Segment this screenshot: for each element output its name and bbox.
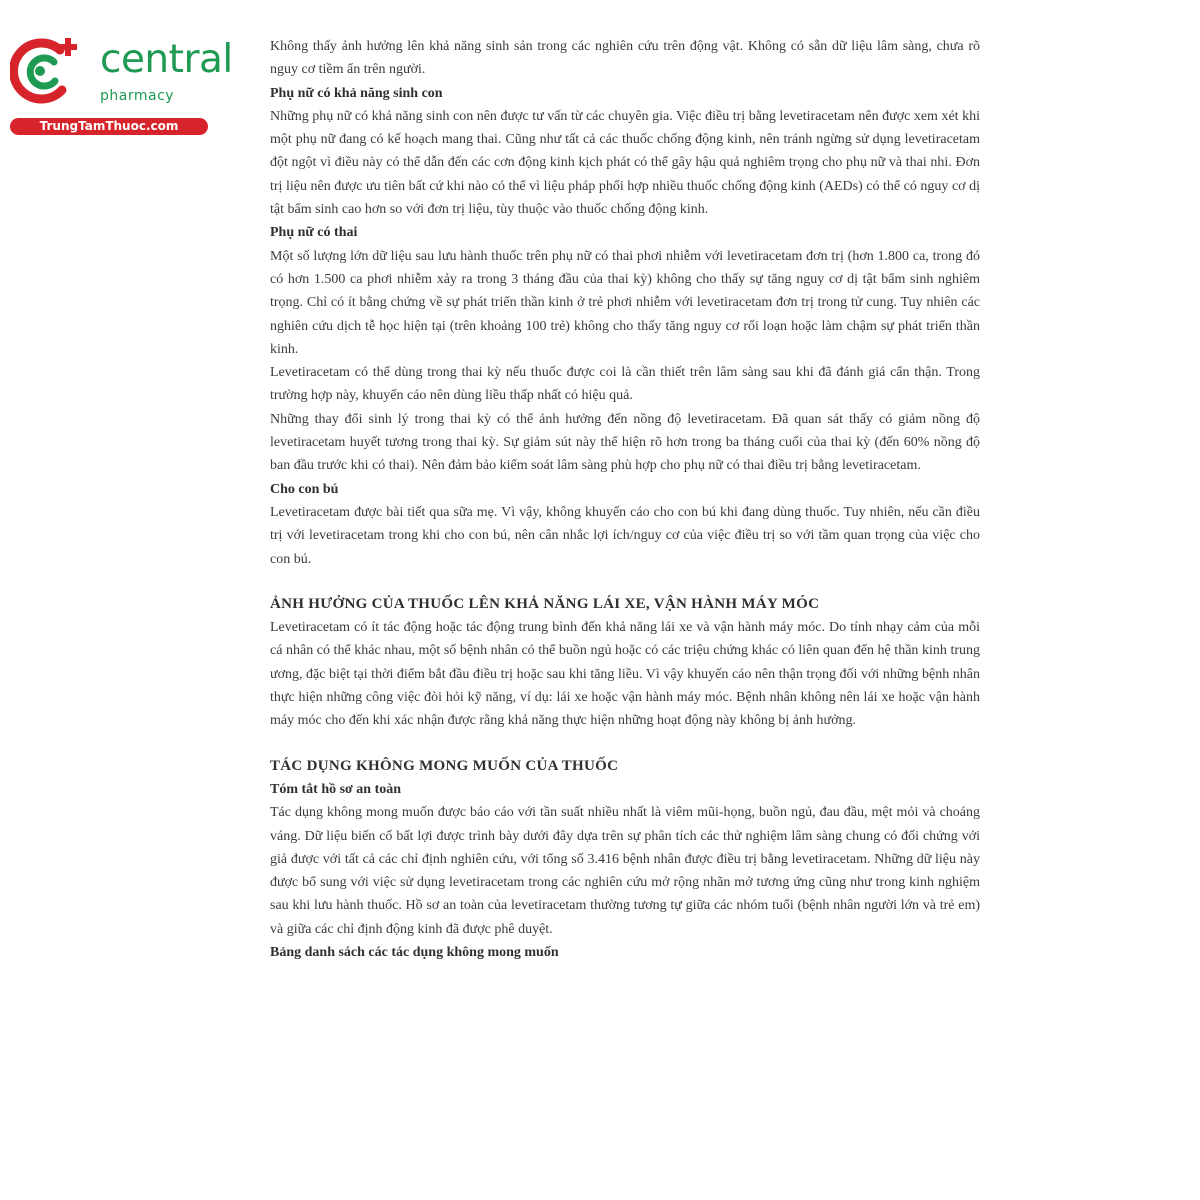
heading-pregnant-women: Phụ nữ có thai [270,225,358,241]
heading-driving-section: ẢNH HƯỞNG CỦA THUỐC LÊN KHẢ NĂNG LÁI XE, VẬN HÀNH MÁY MÓC [270,595,820,612]
paragraph-pregnant-2: Levetiracetam có thể dùng trong thai kỳ nếu thuốc được coi là cần thiết trên lâm sàng sau khi đã đánh giá cẩn thận. Trong trường hợp này, khuyến cáo nên dùng liều thấp nhất có hiệu quả. [270,365,980,404]
central-pharmacy-logo-icon [10,36,80,106]
brand-name: central [100,37,233,82]
heading-breastfeeding: Cho con bú [270,481,339,497]
brand-logo [10,36,233,136]
paragraph-pregnant-3: Những thay đổi sinh lý trong thai kỳ có thể ảnh hưởng đến nồng độ levetiracetam. Đã quan sát thấy có giảm nồng độ levetiracetam huyết tương trong thai kỳ. Sự giảm sút này thể hiện rõ hơn trong ba tháng cuối của thai kỳ (đến 60% nồng độ ban đầu trước khi có thai). Nên đảm bảo kiểm soát lâm sàng phù hợp cho phụ nữ có thai điều trị bằng levetiracetam. [270,411,980,474]
paragraph-pregnant-1: Một số lượng lớn dữ liệu sau lưu hành thuốc trên phụ nữ có thai phơi nhiễm với levetiracetam đơn trị (hơn 1.800 ca, trong đó có hơn 1.500 ca phơi nhiễm xảy ra trong 3 tháng đầu của thai kỳ) không cho thấy sự tăng nguy cơ dị tật bẩm sinh nghiêm trọng. Chỉ có ít bằng chứng về sự phát triển thần kinh ở trẻ phơi nhiễm với levetiracetam đơn trị trong tử cung. Tuy nhiên các nghiên cứu dịch tễ học hiện tại (trên khoảng 100 trẻ) không cho thấy tăng nguy cơ rối loạn hoặc làm chậm sự phát triển thần kinh. [270,248,980,357]
paragraph-intro: Không thấy ảnh hưởng lên khả năng sinh sản trong các nghiên cứu trên động vật. Không có sẵn dữ liệu lâm sàng, chưa rõ nguy cơ tiềm ẩn trên người. [270,39,980,78]
heading-adverse-effects-table: Bảng danh sách các tác dụng không mong muốn [270,944,559,960]
paragraph-breastfeeding: Levetiracetam được bài tiết qua sữa mẹ. Vì vậy, không khuyến cáo cho con bú khi đang dùng thuốc. Tuy nhiên, nếu cần điều trị với levetiracetam trong khi cho con bú, nên cân nhắc lợi ích/nguy cơ của việc điều trị so với tầm quan trọng của việc cho con bú. [270,504,980,567]
heading-side-effects-section: TÁC DỤNG KHÔNG MONG MUỐN CỦA THUỐC [270,757,619,774]
section-spacer [270,571,980,593]
paragraph-women-childbearing: Những phụ nữ có khả năng sinh con nên được tư vấn từ các chuyên gia. Việc điều trị bằng levetiracetam nên được xem xét khi một phụ nữ đang có kế hoạch mang thai. Cũng như tất cả các thuốc chống động kinh, nên tránh ngừng sử dụng levetiracetam đột ngột vì điều này có thể dẫn đến các cơn động kinh kịch phát có thể gây hậu quả nghiêm trọng cho phụ nữ và thai nhi. Đơn trị liệu nên được ưu tiên bất cứ khi nào có thể vì liệu pháp phối hợp nhiều thuốc chống động kinh (AEDs) có thể có nguy cơ dị tật bẩm sinh cao hơn so với đơn trị liệu, tùy thuộc vào thuốc chống động kinh. [270,108,980,218]
heading-women-childbearing: Phụ nữ có khả năng sinh con [270,85,443,101]
brand-subtitle: pharmacy [100,88,175,104]
paragraph-driving: Levetiracetam có ít tác động hoặc tác động trung bình đến khả năng lái xe và vận hành máy móc. Do tính nhạy cảm của mỗi cá nhân có thể khác nhau, một số bệnh nhân có thể buồn ngủ hoặc có các triệu chứng khác có liên quan đến hệ thần kinh trung ương, đặc biệt tại thời điểm bắt đầu điều trị hoặc sau khi tăng liều. Vì vậy khuyến cáo nên thận trọng đối với những bệnh nhân thực hiện những công việc đòi hỏi kỹ năng, ví dụ: lái xe hoặc vận hành máy móc. Bệnh nhân không nên lái xe hoặc vận hành máy móc cho đến khi xác nhận được rằng khả năng thực hiện những hoạt động này không bị ảnh hưởng. [270,620,980,729]
document-body [270,35,980,964]
brand-website-badge: TrungTamThuoc.com [10,118,208,135]
paragraph-safety-summary: Tác dụng không mong muốn được báo cáo với tần suất nhiều nhất là viêm mũi-họng, buồn ngủ, đau đầu, mệt mỏi và choáng váng. Dữ liệu biến cố bất lợi được trình bày dưới đây dựa trên sự phân tích các thử nghiệm lâm sàng chung có đối chứng với giả được với tất cả các chỉ định nghiên cứu, với tổng số 3.416 bệnh nhân được điều trị bằng levetiracetam. Những dữ liệu này được bổ sung với việc sử dụng levetiracetam trong các nghiên cứu mở rộng nhãn mở tương ứng cũng như trong kinh nghiệm sau khi lưu hành thuốc. Hồ sơ an toàn của levetiracetam thường tương tự giữa các nhóm tuổi (bệnh nhân người lớn và trẻ em) và giữa các chỉ định động kinh đã được phê duyệt. [270,805,980,937]
section-spacer [270,733,980,755]
heading-safety-summary: Tóm tắt hồ sơ an toàn [270,781,402,797]
